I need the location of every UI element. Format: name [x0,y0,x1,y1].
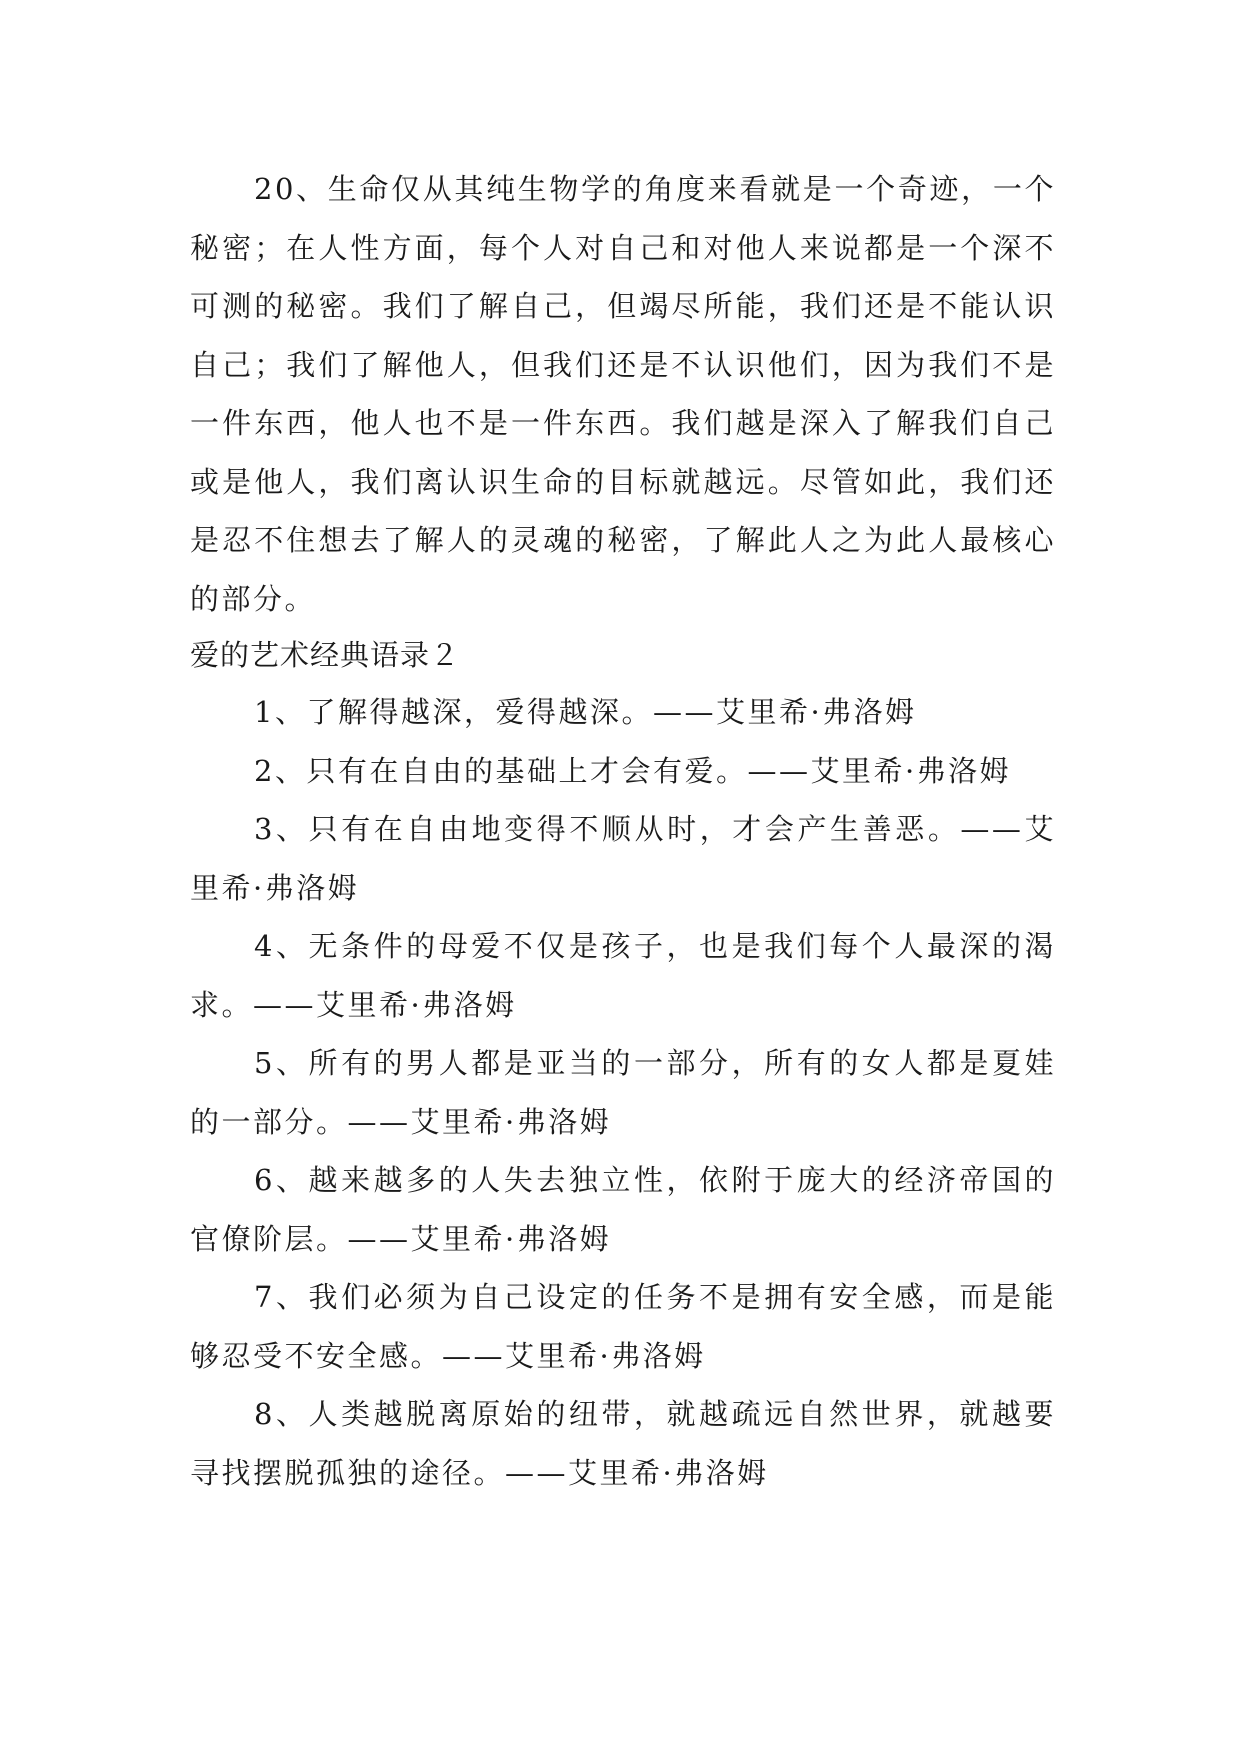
quote-7: 7、我们必须为自己设定的任务不是拥有安全感，而是能够忍受不安全感。——艾里希·弗洛姆 [190,1280,1056,1373]
quote-5: 5、所有的男人都是亚当的一部分，所有的女人都是夏娃的一部分。——艾里希·弗洛姆 [190,1046,1056,1139]
document-body [190,160,1056,1502]
quote-4: 4、无条件的母爱不仅是孩子，也是我们每个人最深的渴求。——艾里希·弗洛姆 [190,929,1056,1022]
quote-1: 1、了解得越深，爱得越深。——艾里希·弗洛姆 [254,695,917,729]
quote-2: 2、只有在自由的基础上才会有爱。——艾里希·弗洛姆 [254,753,1012,788]
section-heading: 爱的艺术经典语录２ [190,638,461,672]
intro-paragraph: 20、生命仅从其纯生物学的角度来看就是一个奇迹，一个秘密；在人性方面，每个人对自己和对他人来说都是一个深不可测的秘密。我们了解自己，但竭尽所能，我们还是不能认识自己；我们了解他人，但我们还是不认识他们，因为我们不是一件东西，他人也不是一件东西。我们越是深入了解我们自己或是他人，我们离认识生命的目标就越远。尽管如此，我们还是忍不住想去了解人的灵魂的秘密，了解此人之为此人最核心的部分。 [190,172,1056,616]
quote-6: 6、越来越多的人失去独立性，依附于庞大的经济帝国的官僚阶层。——艾里希·弗洛姆 [190,1163,1056,1256]
quote-3: 3、只有在自由地变得不顺从时，才会产生善恶。——艾里希·弗洛姆 [190,812,1056,905]
quote-8: 8、人类越脱离原始的纽带，就越疏远自然世界，就越要寻找摆脱孤独的途径。——艾里希·弗洛姆 [190,1397,1056,1490]
